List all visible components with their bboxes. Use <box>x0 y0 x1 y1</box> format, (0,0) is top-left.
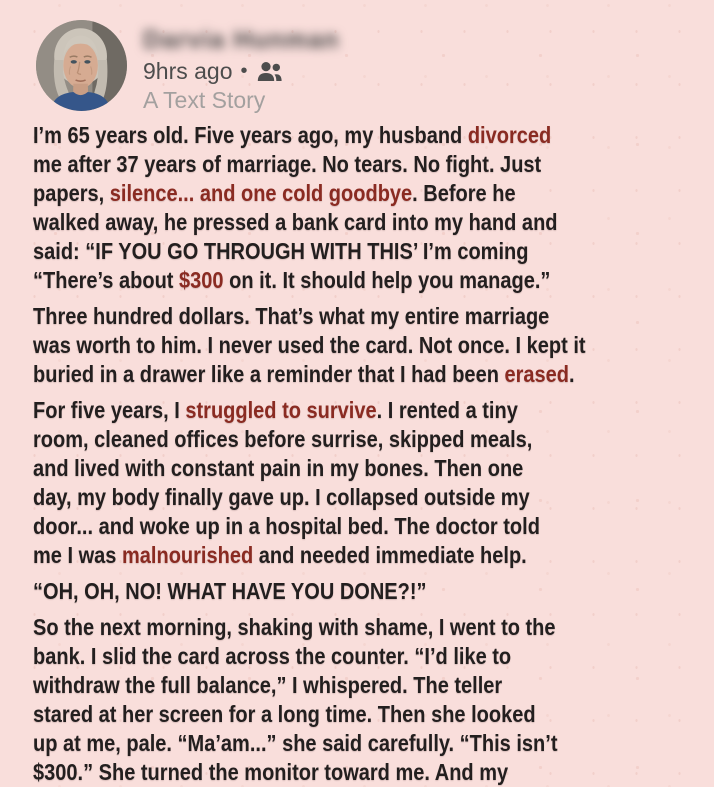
story-text-segment: room, cleaned offices before surrise, skipped meals, <box>33 426 533 452</box>
story-text-segment: . Before he <box>412 180 516 206</box>
highlighted-text: $300 <box>179 267 224 293</box>
story-line <box>33 642 714 671</box>
story-line <box>33 331 714 360</box>
post-meta <box>143 20 339 113</box>
story-line <box>33 237 714 266</box>
story-text-segment: and lived with constant pain in my bones. Then one <box>33 455 524 481</box>
story-line <box>33 208 714 237</box>
story-text-segment: day, my body finally gave up. I collapsed outside my <box>33 484 530 510</box>
timestamp: 9hrs ago <box>143 58 233 84</box>
story-line <box>33 671 714 700</box>
highlighted-text: struggled to survive <box>185 397 377 423</box>
highlighted-text: malnourished <box>121 542 254 568</box>
story-line <box>33 454 714 483</box>
story-line <box>33 729 714 758</box>
story-text-segment: and needed immediate help. <box>253 542 527 568</box>
story-text-segment: door... and woke up in a hospital bed. The doctor told <box>33 513 540 539</box>
story-text-segment: said: “IF YOU GO THROUGH WITH THIS’ I’m coming <box>33 238 529 264</box>
story-line <box>33 360 714 389</box>
story-text-segment: bank. I slid the card across the counter. “I’d like to <box>33 643 512 669</box>
dot-separator: • <box>240 60 248 82</box>
friends-icon <box>256 61 283 82</box>
story-text-segment: Three hundred dollars. That’s what my entire marriage <box>33 303 550 329</box>
post-subtitle: A Text Story <box>143 87 266 113</box>
story-text-segment: withdraw the full balance,” I whispered. The teller <box>33 672 503 698</box>
story-text-segment: stared at her screen for a long time. Then she looked <box>33 701 536 727</box>
story-text-segment: me I was <box>33 542 122 568</box>
story-line <box>33 396 714 425</box>
story-line <box>33 541 714 570</box>
story-line <box>33 700 714 729</box>
story-text-segment: me after 37 years of marriage. No tears. No fight. Just <box>33 151 542 177</box>
highlighted-text: divorced <box>467 122 552 148</box>
story-line <box>33 512 714 541</box>
story-text-segment: papers, <box>33 180 110 206</box>
story-line <box>33 613 714 642</box>
story-line <box>33 179 714 208</box>
story-line <box>33 302 714 331</box>
highlighted-text: erased <box>504 361 570 387</box>
story-line <box>33 577 714 606</box>
story-text-segment: up at me, pale. “Ma’am...” she said carefully. “This isn’t <box>33 730 558 756</box>
author-name[interactable]: Darvia Hunman <box>143 26 340 54</box>
story-text-segment: So the next morning, shaking with shame, I went to the <box>33 614 556 640</box>
story-line <box>33 425 714 454</box>
story-text-segment: . <box>569 361 575 387</box>
story-text-segment: I’m 65 years old. Five years ago, my husband <box>33 122 468 148</box>
story-line <box>33 483 714 512</box>
story-text-segment: was worth to him. I never used the card. Not once. I kept it <box>33 332 586 358</box>
highlighted-text: silence... and one cold goodbye <box>109 180 413 206</box>
story-text-segment: “OH, OH, NO! WHAT HAVE YOU DONE?!” <box>33 578 427 604</box>
story-text-segment: “There’s about <box>33 267 180 293</box>
story-text-segment: . I rented a tiny <box>376 397 518 423</box>
story-text-segment: For five years, I <box>33 397 186 423</box>
story-text-segment: on it. It should help you manage.” <box>223 267 551 293</box>
avatar[interactable] <box>36 20 127 111</box>
story-text-segment: $300.” She turned the monitor toward me. And my <box>33 759 509 785</box>
post-timestamp-row <box>143 58 339 84</box>
story-text-segment: buried in a drawer like a reminder that I had been <box>33 361 505 387</box>
story-line <box>33 266 714 295</box>
elderly-woman-portrait <box>36 20 127 111</box>
story-line <box>33 758 714 787</box>
story-text-segment: walked away, he pressed a bank card into my hand and <box>33 209 558 235</box>
story-line <box>33 121 714 150</box>
story-line <box>33 150 714 179</box>
post-header <box>36 20 339 113</box>
story-text <box>33 121 714 787</box>
